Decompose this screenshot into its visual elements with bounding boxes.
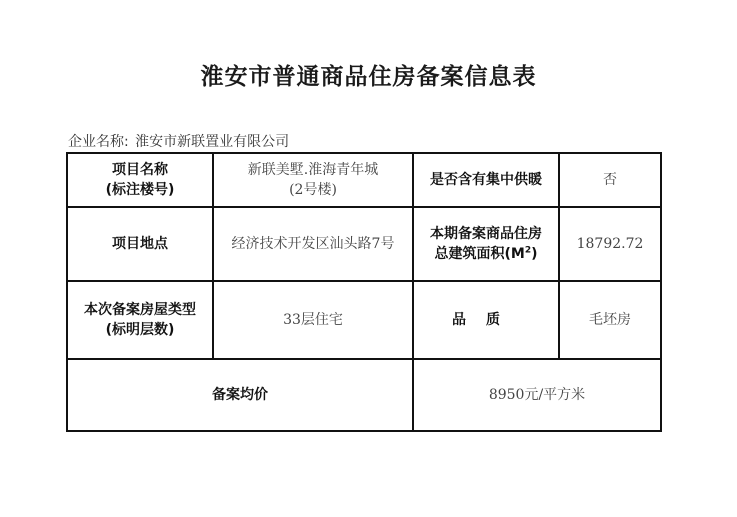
- document-title: 淮安市普通商品住房备案信息表: [200, 64, 537, 90]
- floor-area-label-line2: [418, 244, 554, 264]
- quality-header: [413, 281, 559, 359]
- project-location-label: 项目地点: [112, 236, 168, 252]
- record-table: [66, 152, 662, 432]
- central-heating-label: 是否含有集中供暖: [430, 172, 542, 188]
- housing-type-label: 本次备案房屋类型: [84, 302, 196, 318]
- table-row: [67, 281, 661, 359]
- average-price-value: 8950元/平方米: [413, 359, 661, 431]
- housing-type-text: 33层住宅: [283, 312, 343, 328]
- project-name-text: 新联美墅.淮海青年城: [247, 162, 379, 178]
- project-name-header: [67, 153, 213, 207]
- table-row: [67, 207, 661, 281]
- table-row: [67, 153, 661, 207]
- floor-area-unit-close: ): [531, 246, 538, 262]
- project-name-value: [213, 153, 413, 207]
- floor-area-label-line1: 本期备案商品住房: [430, 226, 542, 242]
- project-name-label: 项目名称: [112, 162, 168, 178]
- company-line: [68, 131, 289, 151]
- project-location-header: [67, 207, 213, 281]
- housing-type-value: [213, 281, 413, 359]
- housing-type-note: (标明层数): [105, 322, 175, 338]
- company-label: 企业名称:: [68, 134, 129, 150]
- floor-area-value: 18792.72: [559, 207, 661, 281]
- company-name: 淮安市新联置业有限公司: [135, 134, 290, 150]
- table-row: [67, 359, 661, 431]
- central-heating-header: [413, 153, 559, 207]
- project-location-text: 经济技术开发区汕头路7号: [231, 236, 395, 252]
- project-location-value: [213, 207, 413, 281]
- quality-value: 毛坯房: [559, 281, 661, 359]
- floor-area-header: [413, 207, 559, 281]
- housing-type-header: [67, 281, 213, 359]
- average-price-header: 备案均价: [67, 359, 413, 431]
- project-name-note: (标注楼号): [105, 182, 175, 198]
- floor-area-unit-exponent: 2: [524, 245, 532, 256]
- building-number-text: (2号楼): [289, 182, 337, 198]
- quality-label: 品质: [452, 312, 520, 328]
- floor-area-unit-text: 总建筑面积(M: [434, 246, 525, 262]
- central-heating-value: 否: [559, 153, 661, 207]
